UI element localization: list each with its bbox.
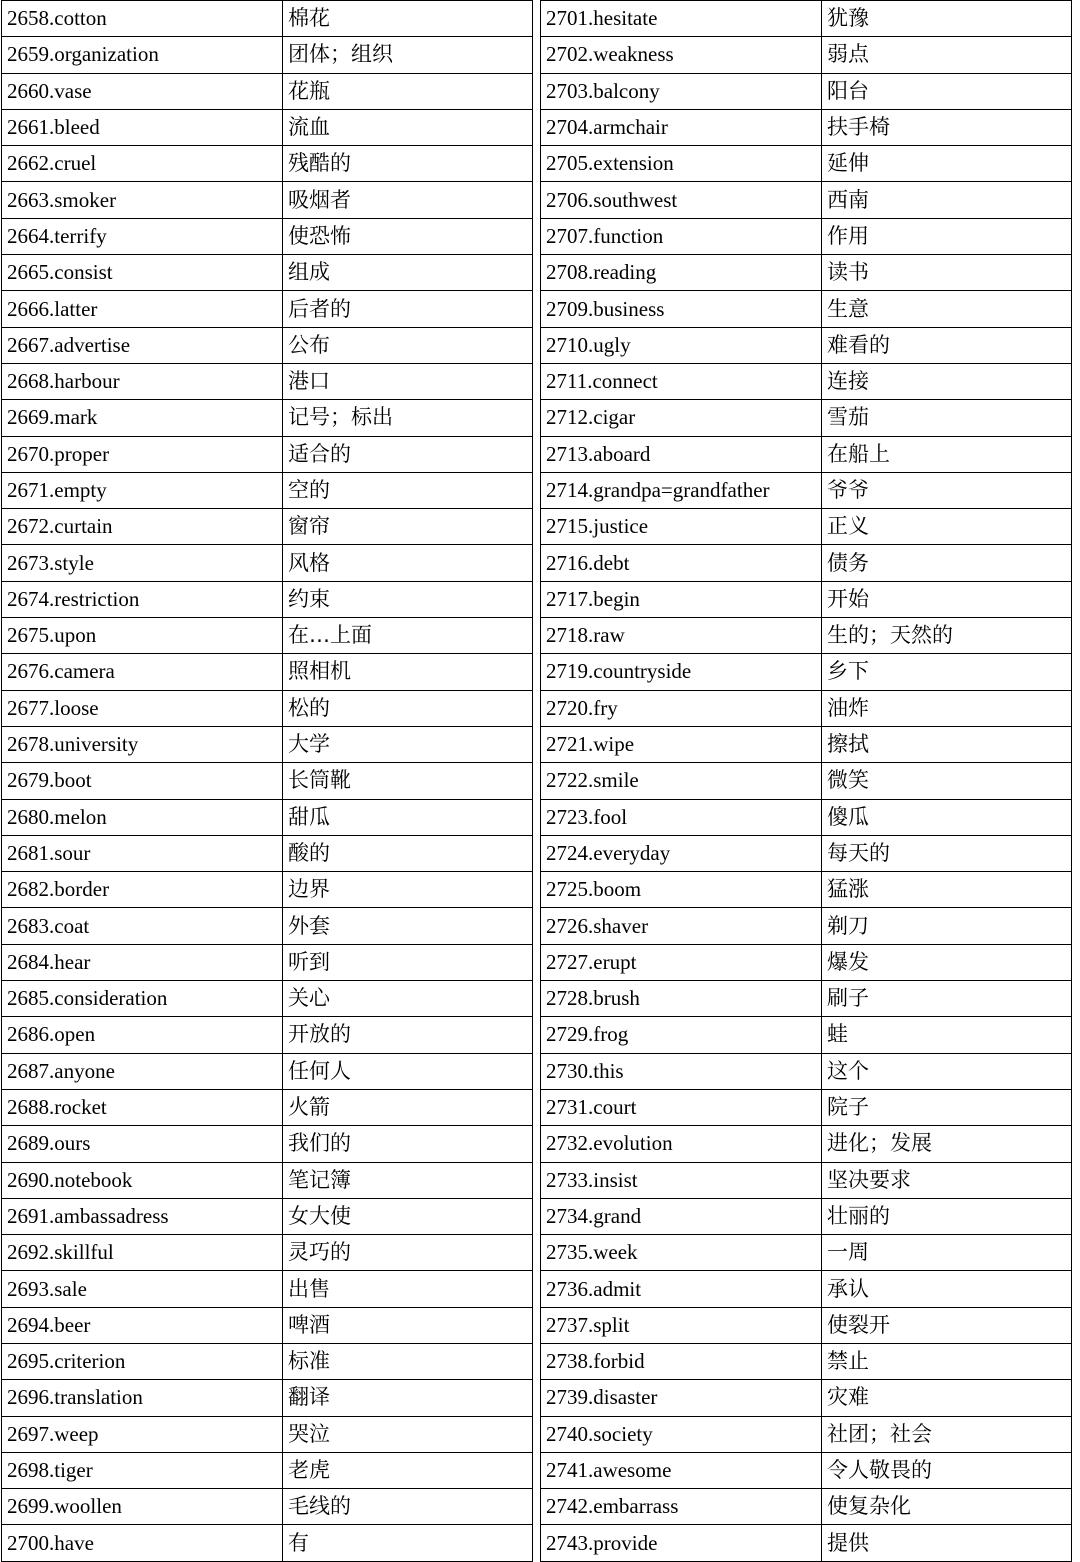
vocabulary-meaning: 翻译 xyxy=(283,1380,533,1416)
table-row xyxy=(541,400,1072,436)
vocabulary-meaning: 关心 xyxy=(283,981,533,1017)
vocabulary-meaning: 火箭 xyxy=(283,1089,533,1125)
vocabulary-term: 2729.frog xyxy=(541,1017,822,1053)
vocabulary-meaning: 每天的 xyxy=(822,835,1072,871)
vocabulary-meaning: 连接 xyxy=(822,363,1072,399)
vocabulary-meaning: 组成 xyxy=(283,255,533,291)
vocabulary-term: 2716.debt xyxy=(541,545,822,581)
vocabulary-term: 2689.ours xyxy=(2,1126,283,1162)
table-row xyxy=(541,255,1072,291)
vocabulary-meaning: 边界 xyxy=(283,872,533,908)
vocabulary-term: 2727.erupt xyxy=(541,944,822,980)
vocabulary-meaning: 雪茄 xyxy=(822,400,1072,436)
vocabulary-table-left xyxy=(1,0,533,1562)
vocabulary-meaning: 使裂开 xyxy=(822,1307,1072,1343)
vocabulary-meaning: 蛙 xyxy=(822,1017,1072,1053)
vocabulary-term: 2703.balcony xyxy=(541,73,822,109)
table-row xyxy=(541,581,1072,617)
vocabulary-term: 2669.mark xyxy=(2,400,283,436)
table-row xyxy=(541,1162,1072,1198)
table-row xyxy=(541,1,1072,37)
vocabulary-meaning: 生意 xyxy=(822,291,1072,327)
vocabulary-column-left xyxy=(1,0,520,1555)
table-row xyxy=(541,1380,1072,1416)
vocabulary-term: 2663.smoker xyxy=(2,182,283,218)
vocabulary-meaning: 标准 xyxy=(283,1343,533,1379)
vocabulary-term: 2736.admit xyxy=(541,1271,822,1307)
table-row xyxy=(2,1017,533,1053)
table-row xyxy=(2,944,533,980)
table-row xyxy=(541,944,1072,980)
vocabulary-meaning: 啤酒 xyxy=(283,1307,533,1343)
vocabulary-term: 2718.raw xyxy=(541,618,822,654)
table-row xyxy=(2,1380,533,1416)
table-row xyxy=(541,1126,1072,1162)
vocabulary-term: 2679.boot xyxy=(2,763,283,799)
vocabulary-meaning: 傻瓜 xyxy=(822,799,1072,835)
vocabulary-meaning: 正义 xyxy=(822,509,1072,545)
vocabulary-meaning: 在船上 xyxy=(822,436,1072,472)
table-row xyxy=(2,726,533,762)
table-row xyxy=(2,182,533,218)
table-row xyxy=(2,291,533,327)
table-row xyxy=(2,763,533,799)
vocabulary-meaning: 大学 xyxy=(283,726,533,762)
table-row xyxy=(2,109,533,145)
vocabulary-term: 2660.vase xyxy=(2,73,283,109)
vocabulary-term: 2683.coat xyxy=(2,908,283,944)
table-row xyxy=(541,73,1072,109)
vocabulary-term: 2731.court xyxy=(541,1089,822,1125)
vocabulary-term: 2690.notebook xyxy=(2,1162,283,1198)
table-row xyxy=(541,146,1072,182)
vocabulary-term: 2697.weep xyxy=(2,1416,283,1452)
vocabulary-term: 2722.smile xyxy=(541,763,822,799)
vocabulary-term: 2693.sale xyxy=(2,1271,283,1307)
vocabulary-term: 2737.split xyxy=(541,1307,822,1343)
vocabulary-meaning: 任何人 xyxy=(283,1053,533,1089)
table-row xyxy=(2,73,533,109)
vocabulary-term: 2674.restriction xyxy=(2,581,283,617)
vocabulary-term: 2740.society xyxy=(541,1416,822,1452)
table-row xyxy=(2,1525,533,1561)
table-row xyxy=(541,109,1072,145)
vocabulary-meaning: 灵巧的 xyxy=(283,1235,533,1271)
vocabulary-meaning: 有 xyxy=(283,1525,533,1561)
table-row xyxy=(541,835,1072,871)
table-row xyxy=(2,363,533,399)
table-row xyxy=(541,37,1072,73)
vocabulary-term: 2659.organization xyxy=(2,37,283,73)
vocabulary-term: 2714.grandpa=grandfather xyxy=(541,472,822,508)
vocabulary-meaning: 港口 xyxy=(283,363,533,399)
vocabulary-meaning: 公布 xyxy=(283,327,533,363)
table-row xyxy=(2,1489,533,1525)
table-row xyxy=(541,218,1072,254)
vocabulary-meaning: 在…上面 xyxy=(283,618,533,654)
table-row xyxy=(2,1452,533,1488)
vocabulary-term: 2670.proper xyxy=(2,436,283,472)
vocabulary-term: 2661.bleed xyxy=(2,109,283,145)
vocabulary-term: 2665.consist xyxy=(2,255,283,291)
vocabulary-meaning: 猛涨 xyxy=(822,872,1072,908)
table-row xyxy=(541,618,1072,654)
vocabulary-meaning: 适合的 xyxy=(283,436,533,472)
vocabulary-term: 2733.insist xyxy=(541,1162,822,1198)
vocabulary-term: 2678.university xyxy=(2,726,283,762)
vocabulary-term: 2730.this xyxy=(541,1053,822,1089)
table-row xyxy=(2,1089,533,1125)
table-row xyxy=(541,363,1072,399)
vocabulary-meaning: 团体；组织 xyxy=(283,37,533,73)
vocabulary-meaning: 老虎 xyxy=(283,1452,533,1488)
vocabulary-meaning: 爆发 xyxy=(822,944,1072,980)
table-row xyxy=(2,1,533,37)
vocabulary-term: 2719.countryside xyxy=(541,654,822,690)
vocabulary-meaning: 令人敬畏的 xyxy=(822,1452,1072,1488)
vocabulary-term: 2710.ugly xyxy=(541,327,822,363)
vocabulary-term: 2666.latter xyxy=(2,291,283,327)
vocabulary-term: 2711.connect xyxy=(541,363,822,399)
vocabulary-term: 2695.criterion xyxy=(2,1343,283,1379)
vocabulary-meaning: 外套 xyxy=(283,908,533,944)
vocabulary-meaning: 风格 xyxy=(283,545,533,581)
table-row xyxy=(2,872,533,908)
table-row xyxy=(541,1343,1072,1379)
vocabulary-table-right-body xyxy=(541,1,1072,1562)
table-row xyxy=(2,799,533,835)
table-row xyxy=(2,1126,533,1162)
vocabulary-meaning: 长筒靴 xyxy=(283,763,533,799)
vocabulary-term: 2682.border xyxy=(2,872,283,908)
table-row xyxy=(2,509,533,545)
table-row xyxy=(541,908,1072,944)
table-row xyxy=(541,726,1072,762)
table-row xyxy=(2,545,533,581)
vocabulary-term: 2717.begin xyxy=(541,581,822,617)
vocabulary-term: 2675.upon xyxy=(2,618,283,654)
table-row xyxy=(2,908,533,944)
vocabulary-meaning: 扶手椅 xyxy=(822,109,1072,145)
vocabulary-term: 2708.reading xyxy=(541,255,822,291)
vocabulary-meaning: 记号；标出 xyxy=(283,400,533,436)
vocabulary-meaning: 花瓶 xyxy=(283,73,533,109)
vocabulary-term: 2668.harbour xyxy=(2,363,283,399)
vocabulary-term: 2723.fool xyxy=(541,799,822,835)
table-row xyxy=(2,1307,533,1343)
table-row xyxy=(2,981,533,1017)
vocabulary-term: 2671.empty xyxy=(2,472,283,508)
vocabulary-term: 2735.week xyxy=(541,1235,822,1271)
table-row xyxy=(541,799,1072,835)
vocabulary-meaning: 阳台 xyxy=(822,73,1072,109)
vocabulary-meaning: 松的 xyxy=(283,690,533,726)
vocabulary-term: 2685.consideration xyxy=(2,981,283,1017)
vocabulary-term: 2720.fry xyxy=(541,690,822,726)
table-row xyxy=(541,763,1072,799)
vocabulary-meaning: 哭泣 xyxy=(283,1416,533,1452)
table-row xyxy=(2,436,533,472)
vocabulary-term: 2702.weakness xyxy=(541,37,822,73)
vocabulary-meaning: 出售 xyxy=(283,1271,533,1307)
vocabulary-meaning: 一周 xyxy=(822,1235,1072,1271)
table-row xyxy=(541,1053,1072,1089)
vocabulary-term: 2692.skillful xyxy=(2,1235,283,1271)
vocabulary-meaning: 擦拭 xyxy=(822,726,1072,762)
vocabulary-meaning: 女大使 xyxy=(283,1198,533,1234)
vocabulary-meaning: 空的 xyxy=(283,472,533,508)
vocabulary-term: 2721.wipe xyxy=(541,726,822,762)
vocabulary-meaning: 爷爷 xyxy=(822,472,1072,508)
vocabulary-term: 2680.melon xyxy=(2,799,283,835)
table-row xyxy=(541,327,1072,363)
vocabulary-meaning: 提供 xyxy=(822,1525,1072,1561)
table-row xyxy=(541,1089,1072,1125)
table-row xyxy=(2,690,533,726)
vocabulary-term: 2742.embarrass xyxy=(541,1489,822,1525)
vocabulary-term: 2696.translation xyxy=(2,1380,283,1416)
vocabulary-meaning: 院子 xyxy=(822,1089,1072,1125)
vocabulary-meaning: 进化；发展 xyxy=(822,1126,1072,1162)
table-row xyxy=(541,981,1072,1017)
vocabulary-meaning: 吸烟者 xyxy=(283,182,533,218)
vocabulary-term: 2700.have xyxy=(2,1525,283,1561)
vocabulary-term: 2681.sour xyxy=(2,835,283,871)
vocabulary-term: 2684.hear xyxy=(2,944,283,980)
vocabulary-term: 2677.loose xyxy=(2,690,283,726)
vocabulary-meaning: 生的；天然的 xyxy=(822,618,1072,654)
vocabulary-meaning: 社团；社会 xyxy=(822,1416,1072,1452)
table-row xyxy=(541,1307,1072,1343)
vocabulary-meaning: 毛线的 xyxy=(283,1489,533,1525)
vocabulary-term: 2676.camera xyxy=(2,654,283,690)
vocabulary-term: 2673.style xyxy=(2,545,283,581)
vocabulary-meaning: 使复杂化 xyxy=(822,1489,1072,1525)
table-row xyxy=(541,1271,1072,1307)
table-row xyxy=(541,545,1072,581)
table-row xyxy=(541,436,1072,472)
vocabulary-meaning: 刷子 xyxy=(822,981,1072,1017)
vocabulary-meaning: 听到 xyxy=(283,944,533,980)
vocabulary-term: 2691.ambassadress xyxy=(2,1198,283,1234)
vocabulary-meaning: 开始 xyxy=(822,581,1072,617)
table-row xyxy=(2,1053,533,1089)
table-row xyxy=(541,291,1072,327)
table-row xyxy=(541,1235,1072,1271)
vocabulary-table-left-body xyxy=(2,1,533,1562)
vocabulary-term: 2664.terrify xyxy=(2,218,283,254)
table-row xyxy=(541,1017,1072,1053)
table-row xyxy=(2,654,533,690)
table-row xyxy=(2,218,533,254)
vocabulary-meaning: 这个 xyxy=(822,1053,1072,1089)
vocabulary-meaning: 残酷的 xyxy=(283,146,533,182)
table-row xyxy=(541,1416,1072,1452)
vocabulary-term: 2672.curtain xyxy=(2,509,283,545)
vocabulary-meaning: 酸的 xyxy=(283,835,533,871)
vocabulary-term: 2743.provide xyxy=(541,1525,822,1561)
vocabulary-term: 2704.armchair xyxy=(541,109,822,145)
table-row xyxy=(2,472,533,508)
vocabulary-term: 2713.aboard xyxy=(541,436,822,472)
vocabulary-term: 2707.function xyxy=(541,218,822,254)
table-row xyxy=(2,1198,533,1234)
vocabulary-meaning: 债务 xyxy=(822,545,1072,581)
vocabulary-term: 2712.cigar xyxy=(541,400,822,436)
vocabulary-meaning: 棉花 xyxy=(283,1,533,37)
vocabulary-meaning: 笔记簿 xyxy=(283,1162,533,1198)
vocabulary-meaning: 西南 xyxy=(822,182,1072,218)
vocabulary-term: 2705.extension xyxy=(541,146,822,182)
vocabulary-meaning: 微笑 xyxy=(822,763,1072,799)
vocabulary-meaning: 乡下 xyxy=(822,654,1072,690)
table-row xyxy=(541,690,1072,726)
table-row xyxy=(2,1271,533,1307)
table-row xyxy=(2,255,533,291)
vocabulary-term: 2738.forbid xyxy=(541,1343,822,1379)
table-row xyxy=(2,835,533,871)
vocabulary-meaning: 约束 xyxy=(283,581,533,617)
vocabulary-column-right xyxy=(540,0,1059,1555)
vocabulary-meaning: 甜瓜 xyxy=(283,799,533,835)
vocabulary-term: 2734.grand xyxy=(541,1198,822,1234)
table-row xyxy=(2,400,533,436)
vocabulary-term: 2686.open xyxy=(2,1017,283,1053)
vocabulary-meaning: 窗帘 xyxy=(283,509,533,545)
vocabulary-term: 2724.everyday xyxy=(541,835,822,871)
table-row xyxy=(541,1489,1072,1525)
vocabulary-meaning: 剃刀 xyxy=(822,908,1072,944)
vocabulary-term: 2701.hesitate xyxy=(541,1,822,37)
vocabulary-meaning: 读书 xyxy=(822,255,1072,291)
vocabulary-table-right xyxy=(540,0,1072,1562)
vocabulary-meaning: 壮丽的 xyxy=(822,1198,1072,1234)
vocabulary-meaning: 承认 xyxy=(822,1271,1072,1307)
vocabulary-term: 2706.southwest xyxy=(541,182,822,218)
vocabulary-term: 2699.woollen xyxy=(2,1489,283,1525)
vocabulary-term: 2687.anyone xyxy=(2,1053,283,1089)
vocabulary-term: 2698.tiger xyxy=(2,1452,283,1488)
table-row xyxy=(541,509,1072,545)
vocabulary-term: 2658.cotton xyxy=(2,1,283,37)
vocabulary-meaning: 延伸 xyxy=(822,146,1072,182)
vocabulary-term: 2709.business xyxy=(541,291,822,327)
table-row xyxy=(541,472,1072,508)
vocabulary-term: 2715.justice xyxy=(541,509,822,545)
table-row xyxy=(541,1198,1072,1234)
vocabulary-meaning: 油炸 xyxy=(822,690,1072,726)
vocabulary-meaning: 灾难 xyxy=(822,1380,1072,1416)
vocabulary-meaning: 难看的 xyxy=(822,327,1072,363)
table-row xyxy=(2,1162,533,1198)
vocabulary-term: 2732.evolution xyxy=(541,1126,822,1162)
table-row xyxy=(541,182,1072,218)
vocabulary-term: 2728.brush xyxy=(541,981,822,1017)
table-row xyxy=(2,1343,533,1379)
table-row xyxy=(2,327,533,363)
vocabulary-term: 2739.disaster xyxy=(541,1380,822,1416)
table-row xyxy=(541,872,1072,908)
vocabulary-meaning: 使恐怖 xyxy=(283,218,533,254)
vocabulary-meaning: 作用 xyxy=(822,218,1072,254)
vocabulary-meaning: 禁止 xyxy=(822,1343,1072,1379)
table-row xyxy=(2,581,533,617)
vocabulary-term: 2662.cruel xyxy=(2,146,283,182)
vocabulary-meaning: 照相机 xyxy=(283,654,533,690)
vocabulary-meaning: 后者的 xyxy=(283,291,533,327)
table-row xyxy=(541,654,1072,690)
vocabulary-meaning: 犹豫 xyxy=(822,1,1072,37)
table-row xyxy=(2,1235,533,1271)
table-row xyxy=(541,1525,1072,1561)
vocabulary-meaning: 流血 xyxy=(283,109,533,145)
vocabulary-meaning: 坚决要求 xyxy=(822,1162,1072,1198)
vocabulary-meaning: 开放的 xyxy=(283,1017,533,1053)
table-row xyxy=(2,618,533,654)
table-row xyxy=(541,1452,1072,1488)
vocabulary-term: 2741.awesome xyxy=(541,1452,822,1488)
vocabulary-meaning: 我们的 xyxy=(283,1126,533,1162)
vocabulary-term: 2726.shaver xyxy=(541,908,822,944)
vocabulary-term: 2725.boom xyxy=(541,872,822,908)
vocabulary-term: 2688.rocket xyxy=(2,1089,283,1125)
table-row xyxy=(2,1416,533,1452)
vocabulary-term: 2667.advertise xyxy=(2,327,283,363)
vocabulary-term: 2694.beer xyxy=(2,1307,283,1343)
table-row xyxy=(2,37,533,73)
table-row xyxy=(2,146,533,182)
vocabulary-meaning: 弱点 xyxy=(822,37,1072,73)
